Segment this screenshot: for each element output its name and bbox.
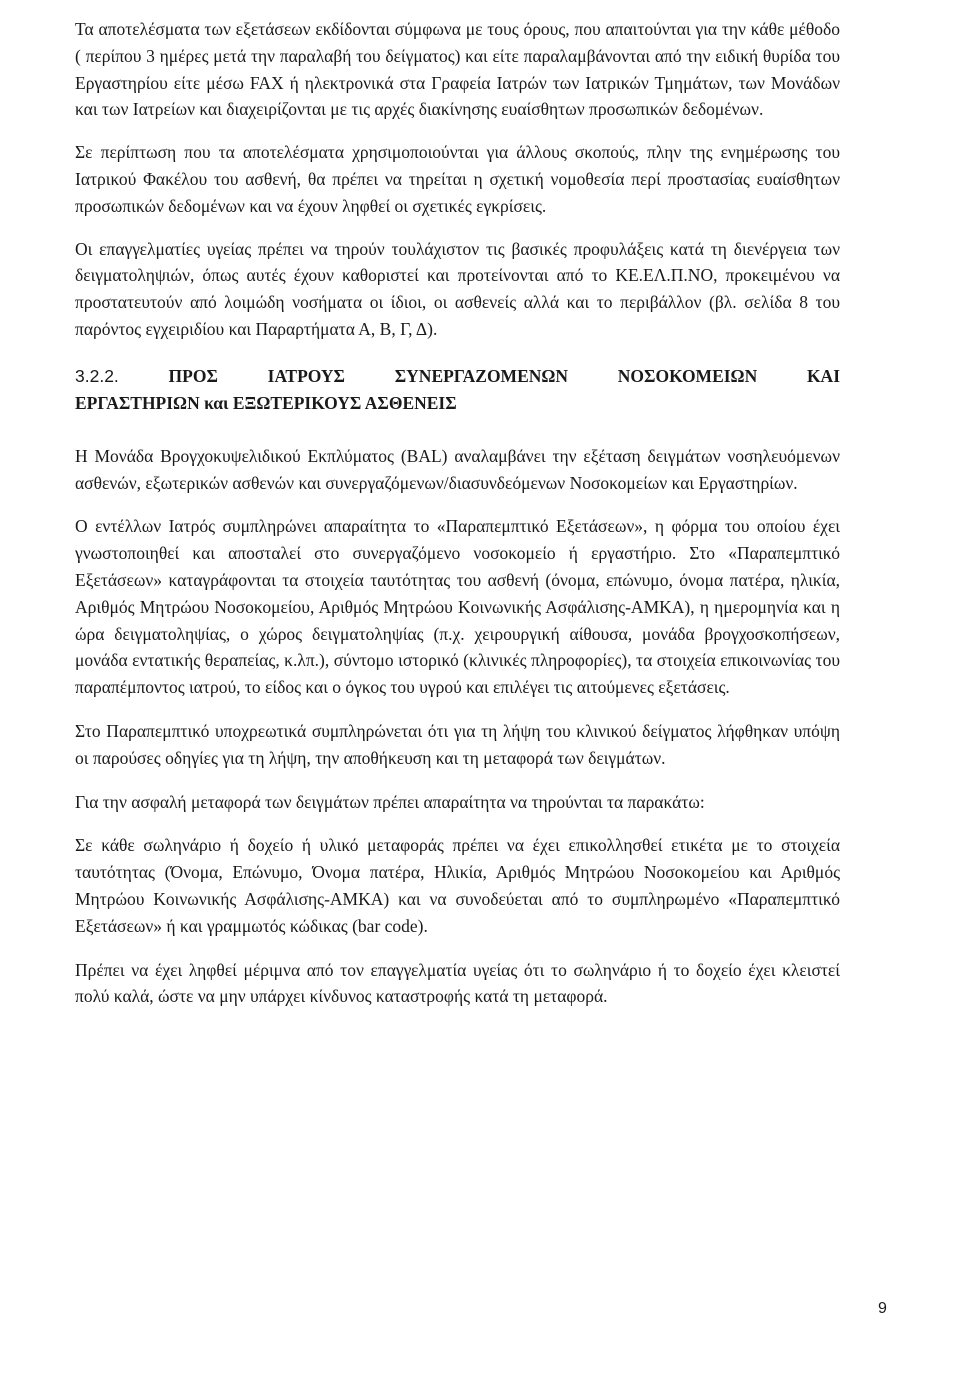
page-number: 9 [878, 1300, 887, 1317]
paragraph-sealing: Πρέπει να έχει ληφθεί μέριμνα από τον επαγγελματία υγείας ότι το σωληνάριο ή το δοχείο έχει κλειστεί πολύ καλά, ώστε να μην υπάρχει κίνδυνος καταστροφής κατά τη μεταφορά. [75, 959, 840, 1007]
paragraph-results-issuance: Τα αποτελέσματα των εξετάσεων εκδίδονται σύμφωνα με τους όρους, που απαιτούνται για την κάθε μέθοδο ( περίπου 3 ημέρες μετά την παραλαβή του δείγματος) και είτε παραλαμβάνονται από την ειδική θυρίδα του Εργαστηρίου είτε μέσω FAX ή ηλεκτρονικά στα Γραφεία Ιατρών των Ιατρικών Τμημάτων, των Μονάδων και των Ιατρείων και διαχειρίζονται με τις αρχές διακίνησης ευαίσθητων προσωπικών δεδομένων. [75, 19, 840, 120]
paragraph-referral-form: Ο εντέλλων Ιατρός συμπληρώνει απαραίτητα το «Παραπεμπτικό Εξετάσεων», η φόρμα του οποίου έχει γνωστοποιηθεί και αποσταλεί στο συνεργαζόμενο νοσοκομείο ή εργαστήριο. Στο «Παραπεμπτικό Εξετάσεων» καταγράφονται τα στοιχεία ταυτότητας του ασθενή (όνομα, επώνυμο, όνομα πατέρα, ηλικία, Αριθμός Μητρώου Νοσοκομείου, Αριθμός Μητρώου Κοινωνικής Ασφάλισης-ΑΜΚΑ), η ημερομηνία και η ώρα δειγματοληψίας, ο χώρος δειγματοληψίας (π.χ. χειρουργική αίθουσα, μονάδα βρογχοσκοπήσεων, μονάδα εντατικής θεραπείας, κ.λπ.), σύντομο ιστορικό (κλινικές πληροφορίες), τα στοιχεία επικοινωνίας του παραπέμποντος ιατρού, το είδος και ο όγκος του υγρού και επιλέγει τις αιτούμενες εξετάσεις. [75, 516, 840, 698]
paragraph-safe-transport: Για την ασφαλή μεταφορά των δειγμάτων πρέπει απαραίτητα να τηρούνται τα παρακάτω: [75, 791, 705, 812]
paragraph-referral-mandatory: Στο Παραπεμπτικό υποχρεωτικά συμπληρώνεται ότι για τη λήψη του κλινικού δείγματος λήφθηκαν υπόψη οι παρούσες οδηγίες για τη λήψη, την αποθήκευση και τη μεταφορά των δειγμάτων. [75, 720, 840, 768]
section-number: 3.2.2. [75, 365, 119, 386]
section-heading-line1 [75, 363, 840, 390]
paragraph-basic-precautions: Οι επαγγελματίες υγείας πρέπει να τηρούν τουλάχιστον τις βασικές προφυλάξεις κατά τη διενέργεια των δειγματοληψιών, όπως αυτές έχουν καθοριστεί και προτείνονται από το ΚΕ.ΕΛ.Π.ΝΟ, προκειμένου να προστατευτούν από λοιμώδη νοσήματα οι ίδιοι, οι ασθενείς αλλά και το περιβάλλον (βλ. σελίδα 8 του παρόντος εγχειριδίου και Παραρτήματα Α, Β, Γ, Δ). [75, 238, 840, 339]
paragraph-labeling: Σε κάθε σωληνάριο ή δοχείο ή υλικό μεταφοράς πρέπει να έχει επικολλησθεί ετικέτα με το στοιχεία ταυτότητας (Όνομα, Επώνυμο, Όνομα πατέρα, Ηλικία, Αριθμός Μητρώου Νοσοκομείου και Αριθμός Μητρώου Κοινωνικής Ασφάλισης-ΑΜΚΑ) και να συνοδεύεται από το συμπληρωμένο «Παραπεμπτικό Εξετάσεων» ή και γραμμωτός κώδικας (bar code). [75, 835, 840, 936]
paragraph-bal-unit: Η Μονάδα Βρογχοκυψελιδικού Εκπλύματος (BAL) αναλαμβάνει την εξέταση δειγμάτων νοσηλευόμενων ασθενών, εξωτερικών ασθενών και συνεργαζόμενων/διασυνδεόμενων Νοσοκομείων και Εργαστηρίων. [75, 445, 840, 493]
section-title-line2: ΕΡΓΑΣΤΗΡΙΩΝ και ΕΞΩΤΕΡΙΚΟΥΣ ΑΣΘΕΝΕΙΣ [75, 392, 457, 413]
section-heading [75, 363, 840, 417]
section-title-line1: ΠΡΟΣ ΙΑΤΡΟΥΣ ΣΥΝΕΡΓΑΖΟΜΕΝΩΝ ΝΟΣΟΚΟΜΕΙΩΝ ΚΑΙ [168, 365, 841, 386]
paragraph-results-other-use: Σε περίπτωση που τα αποτελέσματα χρησιμοποιούνται για άλλους σκοπούς, πλην της ενημέρωσης του Ιατρικού Φακέλου του ασθενή, θα πρέπει να τηρείται η σχετική νομοθεσία περί προστασίας ευαίσθητων προσωπικών δεδομένων και να έχουν ληφθεί οι σχετικές εγκρίσεις. [75, 142, 840, 216]
